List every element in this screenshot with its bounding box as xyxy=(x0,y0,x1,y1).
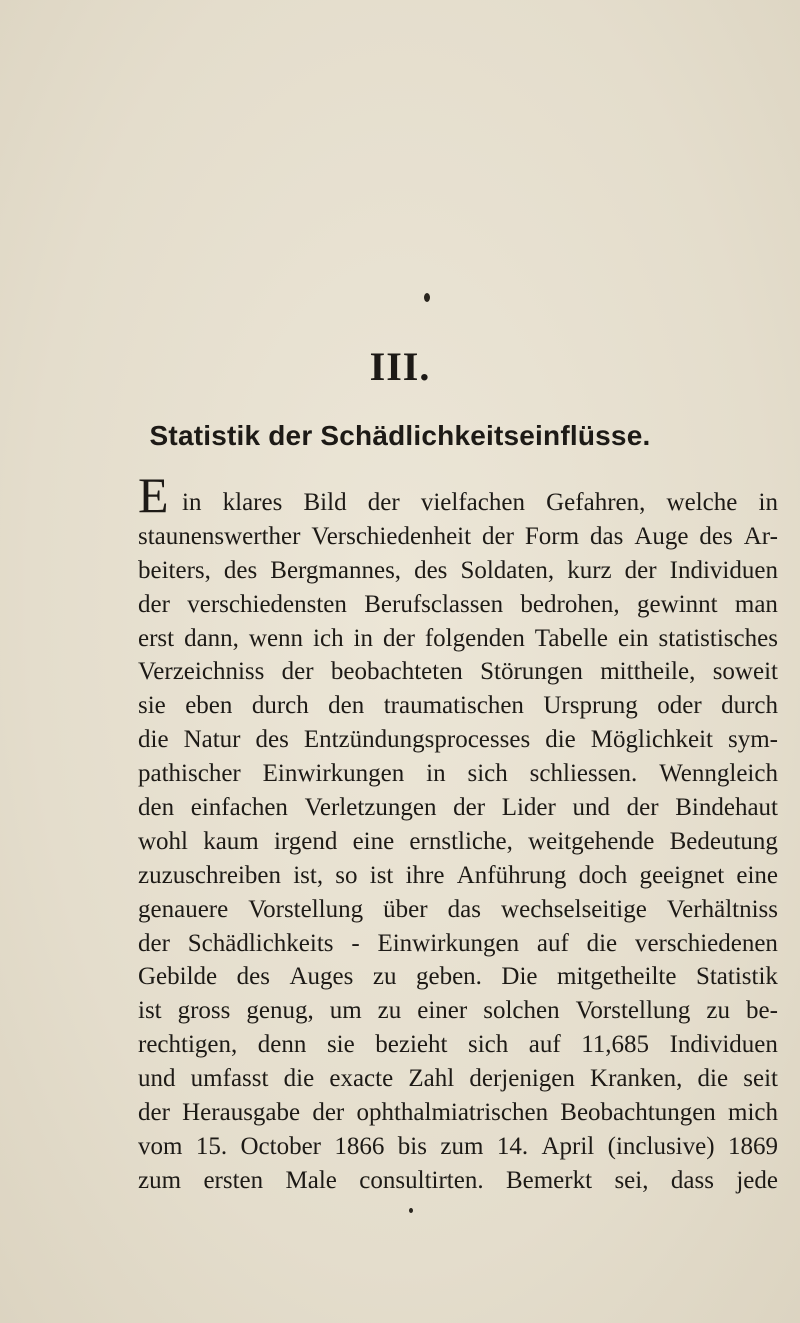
word: Ursprung xyxy=(543,692,638,720)
word: Form xyxy=(524,522,580,550)
word: vielfachen xyxy=(420,489,525,516)
text-line xyxy=(138,791,778,825)
word: Anführung xyxy=(456,861,567,889)
word: - xyxy=(351,929,360,957)
word: Störungen xyxy=(480,658,583,686)
word: wenn xyxy=(248,624,304,652)
word: einfachen xyxy=(190,794,288,822)
word: über xyxy=(383,895,428,923)
word: 11,685 xyxy=(581,1031,650,1059)
word: des xyxy=(699,522,733,550)
word: Einwirkungen xyxy=(262,760,405,788)
word: des xyxy=(236,963,270,991)
word: Bemerkt xyxy=(505,1166,593,1194)
word: be- xyxy=(745,997,778,1025)
word: Bild xyxy=(303,489,347,516)
word: bis xyxy=(397,1132,427,1160)
word: der xyxy=(138,929,170,957)
word: Male xyxy=(285,1166,337,1194)
word: Auge xyxy=(634,522,689,550)
word: des xyxy=(255,726,289,754)
word: bezieht xyxy=(375,1031,448,1059)
word: so xyxy=(335,861,358,889)
word: erst xyxy=(138,624,175,652)
text-line xyxy=(138,1096,778,1130)
word: dass xyxy=(670,1166,714,1194)
word: den xyxy=(138,794,175,822)
word: der xyxy=(453,794,486,822)
word: Vorstellung xyxy=(575,997,691,1025)
word: der xyxy=(624,556,657,584)
word: gewinnt xyxy=(637,590,718,618)
word: und xyxy=(138,1065,176,1093)
word: ersten xyxy=(203,1166,264,1194)
word: der xyxy=(138,590,170,618)
word: jede xyxy=(736,1166,778,1194)
text-line xyxy=(138,622,778,656)
word: statistisches xyxy=(658,624,778,652)
word: Bergmannes, xyxy=(270,556,402,584)
word: soweit xyxy=(712,658,778,686)
word: staunenswerther xyxy=(138,522,301,550)
word: traumatischen xyxy=(383,692,524,720)
word: sym- xyxy=(728,726,778,754)
word: 15. xyxy=(195,1132,228,1160)
word: das xyxy=(447,895,481,923)
word: gross xyxy=(177,997,231,1025)
text-line xyxy=(138,994,778,1028)
word: eine xyxy=(352,827,395,855)
word: Die xyxy=(501,963,538,991)
word: verschiedensten xyxy=(187,590,347,618)
word: den xyxy=(328,692,365,720)
word: oder xyxy=(657,692,702,720)
text-line xyxy=(138,486,778,520)
word: Gefahren, xyxy=(546,489,646,516)
word: der xyxy=(482,522,514,550)
word: kurz xyxy=(567,556,612,584)
word: (inclusive) xyxy=(607,1132,715,1160)
word: sich xyxy=(467,760,508,788)
word: zum xyxy=(440,1132,484,1160)
word: Herausgabe xyxy=(182,1099,301,1127)
word: auf xyxy=(528,1031,561,1059)
word: solchen xyxy=(483,997,560,1025)
word: sie xyxy=(326,1031,355,1059)
word: Verschiedenheit xyxy=(311,522,472,550)
word: Entzündungsprocesses xyxy=(303,726,531,754)
word: ich xyxy=(313,624,344,652)
word: einer xyxy=(417,997,468,1025)
word: denn xyxy=(257,1031,307,1059)
word: der xyxy=(367,489,400,516)
word: Zahl xyxy=(408,1065,455,1093)
word: das xyxy=(590,522,624,550)
word: eben xyxy=(185,692,233,720)
word: Soldaten, xyxy=(460,556,555,584)
ink-speck xyxy=(409,1208,413,1213)
text-line xyxy=(138,825,778,859)
text-line xyxy=(138,588,778,622)
word: durch xyxy=(721,692,778,720)
word: seit xyxy=(743,1065,778,1093)
text-line xyxy=(138,1130,778,1164)
word: rechtigen, xyxy=(138,1031,238,1059)
word: der xyxy=(626,794,659,822)
word: Verletzungen xyxy=(304,794,437,822)
word: durch xyxy=(251,692,309,720)
word: die xyxy=(545,726,576,754)
word: Berufsclassen xyxy=(364,590,504,618)
word: ihre xyxy=(405,861,445,889)
chapter-title: Statistik der Schädlichkeitseinflüsse. xyxy=(149,420,651,451)
word: in xyxy=(182,489,202,516)
word: Wenngleich xyxy=(659,760,778,788)
word: und xyxy=(572,794,610,822)
word: ophthalmiatrischen xyxy=(356,1099,549,1127)
word: Beobachtungen xyxy=(560,1099,716,1127)
word: wohl xyxy=(138,827,188,855)
text-line xyxy=(138,859,778,893)
chapter-number: III. xyxy=(369,344,431,389)
word: Bindehaut xyxy=(675,794,778,822)
word: October xyxy=(240,1132,322,1160)
word: genauere xyxy=(138,895,229,923)
word: Bedeutung xyxy=(669,827,778,855)
word: klares xyxy=(222,489,283,516)
text-line xyxy=(138,554,778,588)
word: der xyxy=(382,624,415,652)
drop-cap: E xyxy=(138,467,169,523)
text-line xyxy=(138,757,778,791)
word: Auges xyxy=(289,963,354,991)
word: genug, xyxy=(246,997,314,1025)
word: in xyxy=(758,489,778,516)
body-paragraph xyxy=(138,486,778,1198)
word: Tabelle xyxy=(534,624,609,652)
word: der xyxy=(281,658,314,686)
word: dann, xyxy=(184,624,239,652)
text-line xyxy=(138,689,778,723)
word: Schädlichkeits xyxy=(187,929,334,957)
word: die xyxy=(586,929,618,957)
word: ist xyxy=(138,997,162,1025)
text-line xyxy=(138,927,778,961)
word: Statistik xyxy=(695,963,778,991)
word: man xyxy=(734,590,778,618)
word: zu xyxy=(377,997,402,1025)
word: zu xyxy=(706,997,730,1025)
word: bedrohen, xyxy=(520,590,620,618)
word: umfasst xyxy=(190,1065,269,1093)
word: verschiedenen xyxy=(634,929,778,957)
word: Individuen xyxy=(669,1031,778,1059)
word: ist, xyxy=(293,861,324,889)
word: Möglichkeit xyxy=(590,726,713,754)
word: kaum xyxy=(203,827,259,855)
word: auf xyxy=(536,929,569,957)
word: Verzeichniss xyxy=(138,658,265,686)
word: Vorstellung xyxy=(248,895,364,923)
word: Individuen xyxy=(669,556,778,584)
word: doch xyxy=(578,861,628,889)
word: beobachteten xyxy=(330,658,463,686)
word: zum xyxy=(138,1166,182,1194)
word: ernstliche, xyxy=(409,827,513,855)
word: 1866 xyxy=(334,1132,385,1160)
word: mitgetheilte xyxy=(557,963,677,991)
word: sie xyxy=(138,692,166,720)
word: der xyxy=(138,1099,170,1127)
word: schliessen. xyxy=(529,760,638,788)
word: weitgehende xyxy=(528,827,655,855)
word: sich xyxy=(467,1031,509,1059)
word: die xyxy=(283,1065,315,1093)
word: mittheile, xyxy=(600,658,696,686)
text-line xyxy=(138,520,778,554)
ink-speck xyxy=(424,293,430,302)
word: derjenigen xyxy=(469,1065,575,1093)
word: geben. xyxy=(415,963,482,991)
word: Verhältniss xyxy=(666,895,778,923)
word: folgenden xyxy=(424,624,525,652)
word: 14. xyxy=(496,1132,529,1160)
word: eine xyxy=(736,861,778,889)
word: April xyxy=(541,1132,595,1160)
word: wechselseitige xyxy=(501,895,647,923)
word: mich xyxy=(728,1099,778,1127)
word: des xyxy=(223,556,258,584)
word: Einwirkungen xyxy=(377,929,520,957)
word: beiters, xyxy=(138,556,211,584)
text-line xyxy=(138,1164,778,1198)
text-line xyxy=(138,655,778,689)
word: Ar- xyxy=(743,522,778,550)
word: 1869 xyxy=(727,1132,778,1160)
word: Kranken, xyxy=(590,1065,683,1093)
text-line xyxy=(138,893,778,927)
word: des xyxy=(414,556,448,584)
word: die xyxy=(697,1065,729,1093)
word: zu xyxy=(372,963,397,991)
word: irgend xyxy=(273,827,338,855)
word: sei, xyxy=(614,1166,649,1194)
word: zuzuschreiben xyxy=(138,861,281,889)
word: um xyxy=(329,997,362,1025)
word: der xyxy=(312,1099,345,1127)
word: ist xyxy=(369,861,394,889)
word: vom xyxy=(138,1132,183,1160)
word: geeignet xyxy=(639,861,725,889)
text-line xyxy=(138,1062,778,1096)
word: exacte xyxy=(329,1065,394,1093)
word: consultirten. xyxy=(359,1166,484,1194)
word: die xyxy=(138,726,169,754)
text-line xyxy=(138,1028,778,1062)
text-line xyxy=(138,723,778,757)
word: in xyxy=(426,760,446,788)
word: Gebilde xyxy=(138,963,218,991)
word: Lider xyxy=(501,794,556,822)
word: welche xyxy=(666,489,738,516)
word: Natur xyxy=(183,726,241,754)
text-line xyxy=(138,960,778,994)
word: ein xyxy=(617,624,649,652)
word: pathischer xyxy=(138,760,241,788)
word: in xyxy=(353,624,373,652)
